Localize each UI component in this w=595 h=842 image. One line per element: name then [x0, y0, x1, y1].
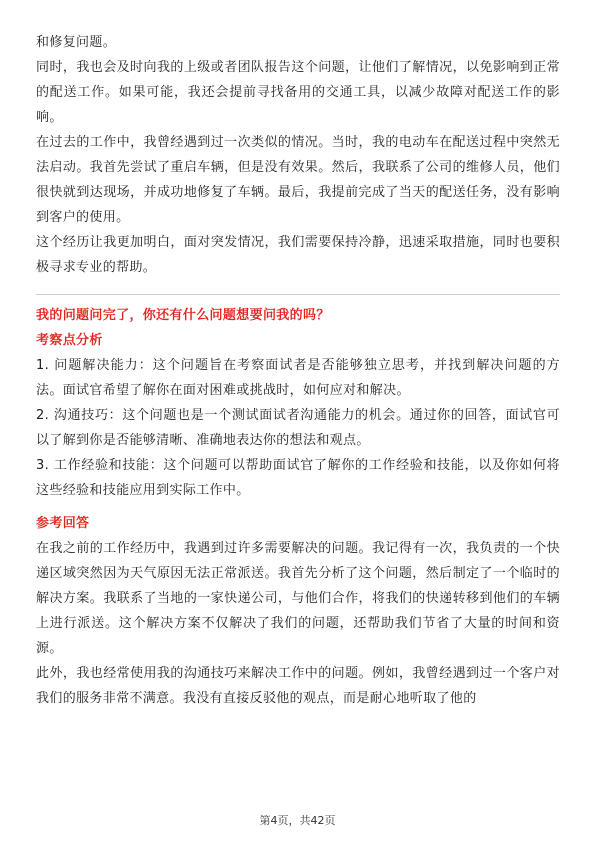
reference-paragraph: 此外，我也经常使用我的沟通技巧来解决工作中的问题。例如，我曾经遇到过一个客户对我们的服务非常不满意。我没有直接反驳他的观点，而是耐心地听取了他的: [36, 666, 560, 706]
page-content: [36, 30, 560, 711]
analysis-point: 1. 问题解决能力：这个问题旨在考察面试者是否能够独立思考，并找到解决问题的方法。面试官希望了解你在面对困难或挑战时，如何应对和解决。: [36, 358, 560, 398]
paragraph: 在过去的工作中，我曾经遇到过一次类似的情况。当时，我的电动车在配送过程中突然无法启动。我首先尝试了重启车辆，但是没有效果。然后，我联系了公司的维修人员，他们很快就到达现场，并成功地修复了车辆。最后，我提前完成了当天的配送任务，没有影响到客户的使用。: [36, 135, 560, 225]
analysis-section-title: 考察点分析: [36, 333, 103, 348]
spacer: [36, 503, 560, 511]
reference-paragraph: 在我之前的工作经历中，我遇到过许多需要解决的问题。我记得有一次，我负责的一个快递区域突然因为天气原因无法正常派送。我首先分析了这个问题，然后制定了一个临时的解决方案。我联系了当地的一家快递公司，与他们合作，将我们的快递转移到他们的车辆上进行派送。这个解决方案不仅解决了我们的问题，还帮助我们节省了大量的时间和资源。: [36, 541, 560, 656]
paragraph: 这个经历让我更加明白，面对突发情况，我们需要保持冷静，迅速采取措施，同时也要积极寻求专业的帮助。: [36, 235, 560, 275]
analysis-point: 3. 工作经验和技能：这个问题可以帮助面试官了解你的工作经验和技能，以及你如何将这些经验和技能应用到实际工作中。: [36, 458, 560, 498]
analysis-point: 2. 沟通技巧：这个问题也是一个测试面试者沟通能力的机会。通过你的回答，面试官可以了解到你是否能够清晰、准确地表达你的想法和观点。: [36, 408, 560, 448]
paragraph: 同时，我也会及时向我的上级或者团队报告这个问题，让他们了解情况，以免影响到正常的配送工作。如果可能，我还会提前寻找备用的交通工具，以减少故障对配送工作的影响。: [36, 60, 560, 125]
reference-section-title: 参考回答: [36, 516, 90, 531]
paragraph: 和修复问题。: [36, 35, 117, 50]
page-number: 第4页，共42页: [259, 814, 336, 827]
section-divider: [36, 294, 560, 295]
interview-question: 我的问题问完了，你还有什么问题想要问我的吗？: [36, 308, 330, 323]
